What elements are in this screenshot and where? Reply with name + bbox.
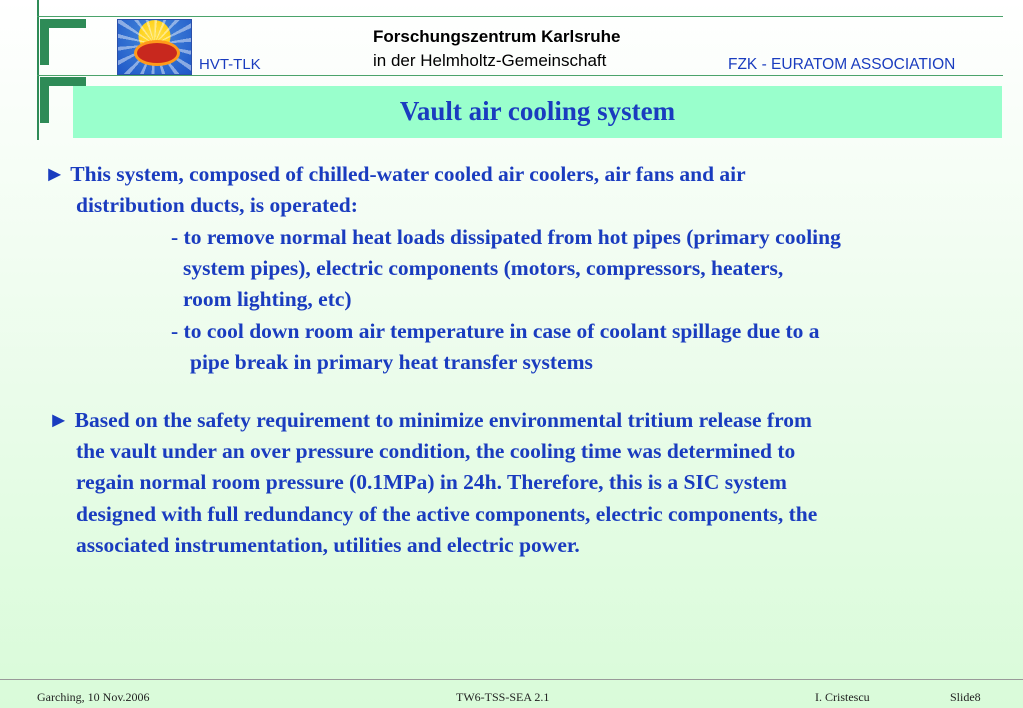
bullet-2-line-4: designed with full redundancy of the active components, electric components, the	[76, 502, 818, 526]
footer-doc-id: TW6-TSS-SEA 2.1	[456, 690, 550, 704]
bullet-1-text: This system, composed of chilled-water cooled air coolers, air fans and air	[70, 162, 746, 186]
org-subtitle: in der Helmholtz-Gemeinschaft	[373, 51, 607, 70]
bullet-2-text: Based on the safety requirement to minimize environmental tritium release from	[74, 408, 812, 432]
footer-rule	[0, 679, 1023, 680]
org-name: Forschungszentrum Karlsruhe	[373, 27, 621, 46]
top-rule	[37, 16, 1003, 17]
title-bar	[73, 86, 1002, 138]
fzk-logo-icon	[117, 19, 192, 75]
header-rule	[37, 75, 1003, 76]
header-right-label: FZK - EURATOM ASSOCIATION	[728, 56, 956, 73]
footer-slide-number: Slide8	[950, 690, 981, 704]
left-vertical-line	[37, 0, 39, 140]
corner-bracket-bottom-vertical	[40, 77, 49, 123]
sub-item-1-line-3: room lighting, etc)	[183, 287, 352, 311]
footer-location-date: Garching, 10 Nov.2006	[37, 690, 150, 704]
bullet-1-line-2: distribution ducts, is operated:	[76, 193, 358, 217]
footer-author: I. Cristescu	[815, 690, 870, 704]
sub-item-1-line-2: system pipes), electric components (motors, compressors, heaters,	[183, 256, 784, 280]
bullet-arrow-icon: ►	[48, 408, 70, 432]
slide-title: Vault air cooling system	[399, 96, 676, 126]
bullet-2-line-2: the vault under an over pressure condition, the cooling time was determined to	[76, 439, 796, 463]
bullet-1-line-1	[44, 159, 746, 190]
sub-item-1-line-1: - to remove normal heat loads dissipated from hot pipes (primary cooling	[171, 225, 841, 249]
sub-item-2-line-1: - to cool down room air temperature in case of coolant spillage due to a	[171, 319, 820, 343]
header-left-label: HVT-TLK	[199, 56, 261, 73]
bullet-2-line-1	[48, 405, 812, 436]
bullet-arrow-icon: ►	[44, 162, 66, 186]
bullet-2-line-3: regain normal room pressure (0.1MPa) in 24h. Therefore, this is a SIC system	[76, 470, 787, 494]
sub-item-2-line-2: pipe break in primary heat transfer systems	[190, 350, 593, 374]
corner-bracket-top-vertical	[40, 19, 49, 65]
bullet-2-line-5: associated instrumentation, utilities and electric power.	[76, 533, 580, 557]
